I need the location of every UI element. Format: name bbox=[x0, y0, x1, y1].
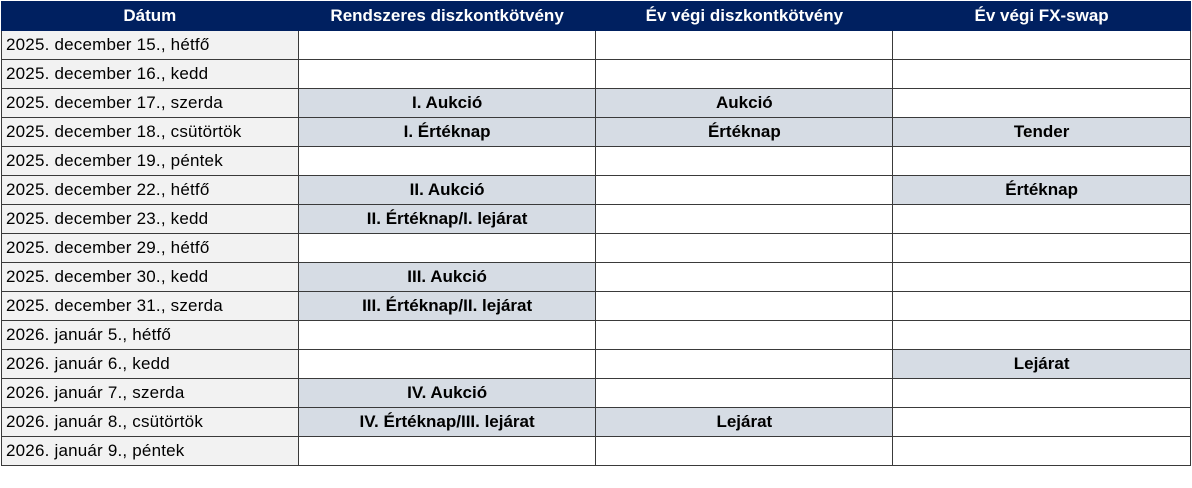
regular-cell: III. Aukció bbox=[298, 263, 596, 292]
table-row bbox=[2, 205, 1191, 234]
fxswap-cell: Tender bbox=[893, 118, 1191, 147]
yearend-cell bbox=[596, 379, 893, 408]
regular-cell bbox=[298, 60, 596, 89]
date-cell: 2025. december 17., szerda bbox=[2, 89, 299, 118]
yearend-cell bbox=[596, 234, 893, 263]
yearend-cell: Értéknap bbox=[596, 118, 893, 147]
regular-cell: II. Értéknap/I. lejárat bbox=[298, 205, 596, 234]
fxswap-cell bbox=[893, 205, 1191, 234]
fxswap-cell bbox=[893, 60, 1191, 89]
table-row bbox=[2, 263, 1191, 292]
table-row bbox=[2, 321, 1191, 350]
regular-cell: IV. Aukció bbox=[298, 379, 596, 408]
header-regular-discount-bond: Rendszeres diszkontkötvény bbox=[298, 2, 596, 31]
fxswap-cell: Értéknap bbox=[893, 176, 1191, 205]
yearend-cell bbox=[596, 205, 893, 234]
date-cell: 2026. január 9., péntek bbox=[2, 437, 299, 466]
fxswap-cell: Lejárat bbox=[893, 350, 1191, 379]
table-row bbox=[2, 437, 1191, 466]
fxswap-cell bbox=[893, 89, 1191, 118]
regular-cell: I. Értéknap bbox=[298, 118, 596, 147]
regular-cell: I. Aukció bbox=[298, 89, 596, 118]
yearend-cell bbox=[596, 437, 893, 466]
table-row bbox=[2, 31, 1191, 60]
table-row bbox=[2, 176, 1191, 205]
regular-cell: III. Értéknap/II. lejárat bbox=[298, 292, 596, 321]
regular-cell bbox=[298, 31, 596, 60]
fxswap-cell bbox=[893, 321, 1191, 350]
date-cell: 2025. december 16., kedd bbox=[2, 60, 299, 89]
schedule-table bbox=[1, 1, 1191, 466]
table-row bbox=[2, 147, 1191, 176]
fxswap-cell bbox=[893, 234, 1191, 263]
date-cell: 2026. január 8., csütörtök bbox=[2, 408, 299, 437]
date-cell: 2025. december 31., szerda bbox=[2, 292, 299, 321]
table-row bbox=[2, 292, 1191, 321]
yearend-cell bbox=[596, 263, 893, 292]
table-row bbox=[2, 379, 1191, 408]
fxswap-cell bbox=[893, 31, 1191, 60]
date-cell: 2026. január 5., hétfő bbox=[2, 321, 299, 350]
fxswap-cell bbox=[893, 292, 1191, 321]
table-row bbox=[2, 350, 1191, 379]
regular-cell: II. Aukció bbox=[298, 176, 596, 205]
table-row bbox=[2, 234, 1191, 263]
header-yearend-discount-bond: Év végi diszkontkötvény bbox=[596, 2, 893, 31]
regular-cell: IV. Értéknap/III. lejárat bbox=[298, 408, 596, 437]
fxswap-cell bbox=[893, 408, 1191, 437]
yearend-cell bbox=[596, 321, 893, 350]
date-cell: 2025. december 18., csütörtök bbox=[2, 118, 299, 147]
date-cell: 2026. január 7., szerda bbox=[2, 379, 299, 408]
yearend-cell: Lejárat bbox=[596, 408, 893, 437]
fxswap-cell bbox=[893, 437, 1191, 466]
date-cell: 2025. december 19., péntek bbox=[2, 147, 299, 176]
header-row bbox=[2, 2, 1191, 31]
yearend-cell: Aukció bbox=[596, 89, 893, 118]
date-cell: 2025. december 22., hétfő bbox=[2, 176, 299, 205]
yearend-cell bbox=[596, 350, 893, 379]
regular-cell bbox=[298, 350, 596, 379]
regular-cell bbox=[298, 147, 596, 176]
table-row bbox=[2, 118, 1191, 147]
header-date: Dátum bbox=[2, 2, 299, 31]
yearend-cell bbox=[596, 292, 893, 321]
yearend-cell bbox=[596, 31, 893, 60]
yearend-cell bbox=[596, 176, 893, 205]
fxswap-cell bbox=[893, 379, 1191, 408]
fxswap-cell bbox=[893, 147, 1191, 176]
table-row bbox=[2, 408, 1191, 437]
date-cell: 2025. december 30., kedd bbox=[2, 263, 299, 292]
date-cell: 2025. december 29., hétfő bbox=[2, 234, 299, 263]
table-row bbox=[2, 89, 1191, 118]
regular-cell bbox=[298, 437, 596, 466]
regular-cell bbox=[298, 321, 596, 350]
yearend-cell bbox=[596, 147, 893, 176]
table-row bbox=[2, 60, 1191, 89]
regular-cell bbox=[298, 234, 596, 263]
date-cell: 2025. december 15., hétfő bbox=[2, 31, 299, 60]
fxswap-cell bbox=[893, 263, 1191, 292]
date-cell: 2026. január 6., kedd bbox=[2, 350, 299, 379]
yearend-cell bbox=[596, 60, 893, 89]
header-yearend-fx-swap: Év végi FX-swap bbox=[893, 2, 1191, 31]
date-cell: 2025. december 23., kedd bbox=[2, 205, 299, 234]
